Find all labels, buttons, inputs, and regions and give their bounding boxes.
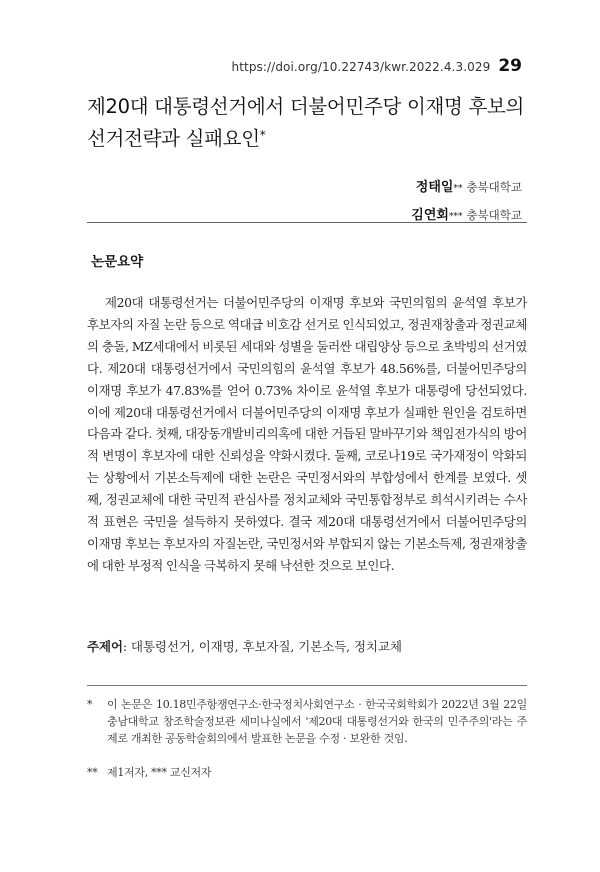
doi-link[interactable]: https://doi.org/10.22743/kwr.2022.4.3.029 xyxy=(231,60,491,74)
abstract-heading: 논문요약 xyxy=(91,254,144,270)
keywords-text: : 대통령선거, 이재명, 후보자질, 기본소득, 정치교체 xyxy=(122,639,402,654)
paper-title-text: 제20대 대통령선거에서 더불어민주당 이재명 후보의 선거전략과 실패요인 xyxy=(87,95,525,150)
abstract-body: 제20대 대통령선거는 더불어민주당의 이재명 후보와 국민의힘의 윤석열 후보가 후보자의 자질 논란 등으로 역대급 비호감 선거로 인식되었고, 정권재창출과 정권교체의 충돌, MZ세대에서 비롯된 세대와 성별을 둘러싼 대립양상 등으로 초박빙의 선거였다. 제20대 대통령선거에서 국민의힘의 윤석열 후보가 48.56%를, 더불어민주당의 이재명 후보가 47.83%를 얻어 0.73% 차이로 윤석열 후보가 대통령에 당선되었다. 이에 제20대 대통령선거에서 더불어민주당의 이재명 후보가 실패한 원인을 검토하면 다음과 같다. 첫째, 대장동개발비리의혹에 대한 거듭된 말바꾸기와 책임전가식의 방어적 변명이 후보자에 대한 신뢰성을 약화시켰다. 둘째, 코로나19로 국가재정이 악화되는 상황에서 기본소득제에 대한 논란은 국민정서와의 부합성에서 한계를 보였다. 셋째, 정권교체에 대한 국민적 관심사를 정치교체와 국민통합정부로 희석시키려는 수사적 표현은 국민을 설득하지 못하였다. 결국 제20대 대통령선거에서 더불어민주당의 이재명 후보는 후보자의 자질논란, 국민정서와 부합되지 않는 기본소득제, 정권재창출에 대한 부정적 인식을 극복하지 못해 낙선한 것으로 보인다. xyxy=(87,295,527,573)
keywords xyxy=(87,637,527,657)
footnote-mark: * xyxy=(87,698,93,711)
footnote-2 xyxy=(87,764,527,781)
running-header xyxy=(232,56,522,76)
paper-title xyxy=(87,93,527,153)
author-2 xyxy=(411,202,522,230)
author-1 xyxy=(411,174,522,202)
footnote-text: 제1저자, *** 교신저자 xyxy=(107,766,212,779)
author-name: 정태일 xyxy=(415,180,454,195)
footnote-mark: ** xyxy=(87,766,98,779)
author-mark: *** xyxy=(448,212,463,222)
page-number: 29 xyxy=(498,56,522,76)
title-footnote-mark: * xyxy=(259,128,266,142)
author-affiliation: 충북대학교 xyxy=(466,208,522,222)
header-divider xyxy=(87,222,527,223)
author-mark: ** xyxy=(453,184,463,194)
footnote-1 xyxy=(87,696,527,747)
footnote-text: 이 논문은 10.18민주항쟁연구소·한국정치사회연구소 · 한국국회학회가 2022년 3월 22일 충남대학교 창조학술정보관 세미나실에서 '제20대 대통령선거와 한국의 민주주의'라는 주제로 개최한 공동학술회의에서 발표한 논문을 수정 · 보완한 것임. xyxy=(107,698,527,745)
author-affiliation: 충북대학교 xyxy=(466,180,522,194)
keywords-label: 주제어 xyxy=(87,639,123,654)
footnote-divider xyxy=(87,685,527,686)
author-name: 김연회 xyxy=(411,208,449,223)
